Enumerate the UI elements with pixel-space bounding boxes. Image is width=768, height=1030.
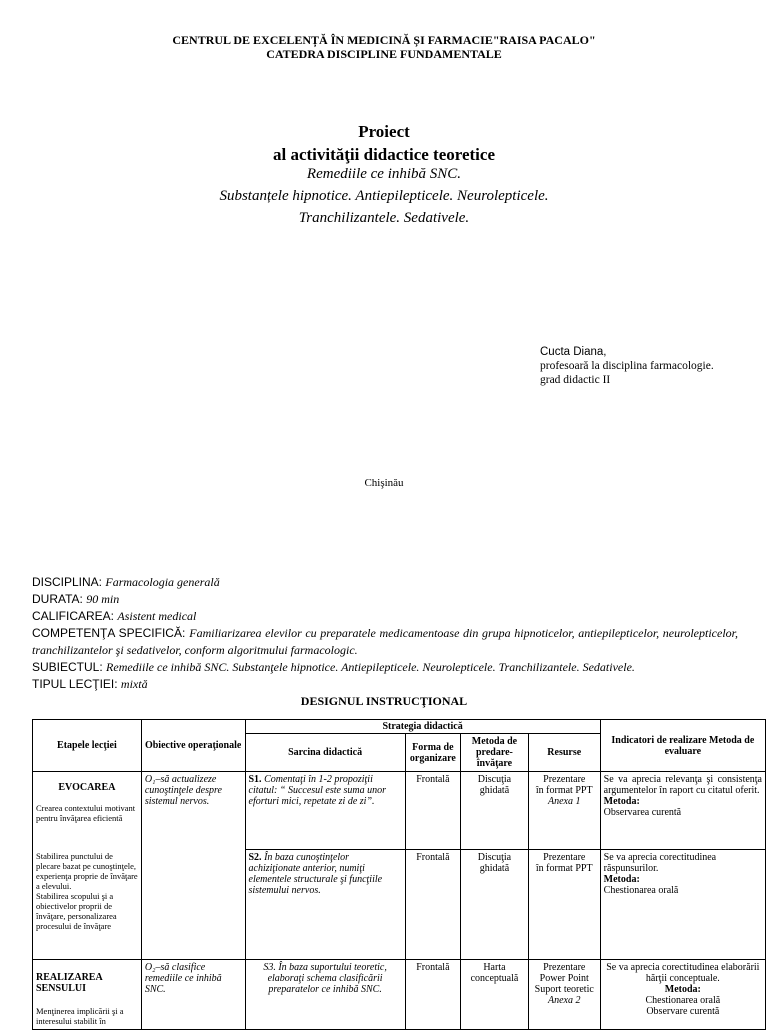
objective-o2: O₂–să clasifice remediile ce inhibă SNC. bbox=[141, 960, 245, 1030]
header-obiective: Obiective operaţionale bbox=[141, 720, 245, 772]
document-title: Proiect bbox=[358, 122, 410, 141]
s2-metoda-label: Metoda: bbox=[603, 874, 640, 885]
s1-label: S1. bbox=[248, 774, 262, 785]
evocarea-note3: Stabilirea scopului şi a obiectivelor proprii de învăţare, personalizarea procesului de învăţare bbox=[36, 891, 117, 931]
tipul-value: mixtă bbox=[120, 677, 148, 691]
s1-text: Comentaţi în 1-2 propoziţii citatul: “ Succesul este suma unor eforturi mici, repetate zi de zi”. bbox=[248, 774, 386, 807]
s3-metoda-ev1: Chestionarea orală bbox=[645, 995, 721, 1006]
subtitle-line2: Substanțele hipnotice. Antiepilepticele. Neurolepticele. bbox=[219, 188, 549, 204]
task-s1 bbox=[245, 772, 405, 850]
task-s3: S3. În baza suportului teoretic, elaboraţi schema clasificării preparatelor ce inhibă SNC. bbox=[245, 960, 405, 1030]
header-strategia: Strategia didactică bbox=[245, 720, 600, 734]
header-etape: Etapele lecţiei bbox=[33, 720, 142, 772]
header-indicatori: Indicatori de realizare Metoda de evaluare bbox=[600, 720, 765, 772]
s3-indicatori bbox=[600, 960, 765, 1030]
s3-resurse-3: Suport teoretic bbox=[534, 984, 594, 995]
author-role: profesoară la disciplina farmacologie. bbox=[540, 360, 714, 372]
s1-resurse-3: Anexa 1 bbox=[547, 796, 581, 807]
s1-resurse bbox=[528, 772, 600, 850]
meta-tipul bbox=[32, 676, 738, 693]
s2-metoda: Discuţia ghidată bbox=[461, 850, 529, 960]
evocarea-note1: Crearea contextului motivant pentru învăţarea eficientă bbox=[36, 803, 136, 823]
department-name: CATEDRA DISCIPLINE FUNDAMENTALE bbox=[266, 47, 502, 61]
stage-evocarea: EVOCAREA bbox=[58, 782, 116, 793]
header-sarcina: Sarcina didactică bbox=[245, 734, 405, 772]
calificarea-label: CALIFICAREA: bbox=[32, 609, 115, 623]
meta-disciplina bbox=[32, 574, 738, 591]
s3-metoda-ev2: Observare curentă bbox=[646, 1006, 720, 1017]
durata-value: 90 min bbox=[86, 592, 120, 606]
header-metoda: Metoda de predare-învăţare bbox=[461, 734, 529, 772]
s2-text: În baza cunoştinţelor achiziţionate anterior, numiţi elementele structurale şi funcţiile sistemului nervos. bbox=[248, 852, 383, 896]
realizarea-note: Menţinerea implicării şi a interesului stabilit în bbox=[36, 1006, 124, 1026]
s2-ind-text: Se va aprecia corectitudinea răspunsurilor. bbox=[603, 852, 717, 874]
s2-resurse-1: Prezentare bbox=[543, 852, 586, 863]
header-forma: Forma de organizare bbox=[405, 734, 460, 772]
meta-durata bbox=[32, 591, 738, 608]
evocarea-note2: Stabilirea punctului de plecare bazat pe cunoştinţele, experienţa proprie de învăţare a elevului. bbox=[36, 851, 138, 891]
durata-label: DURATA: bbox=[32, 592, 83, 606]
s2-resurse bbox=[528, 850, 600, 960]
author-grade: grad didactic II bbox=[540, 374, 611, 386]
s3-metoda-label: Metoda: bbox=[664, 984, 701, 995]
competenta-label: COMPETENŢA SPECIFICĂ: bbox=[32, 626, 186, 640]
s1-indicatori bbox=[600, 772, 765, 850]
table-row bbox=[33, 772, 766, 850]
calificarea-value: Asistent medical bbox=[117, 609, 197, 623]
s2-forma: Frontală bbox=[405, 850, 460, 960]
s2-indicatori bbox=[600, 850, 765, 960]
design-title: DESIGNUL INSTRUCŢIONAL bbox=[300, 694, 468, 708]
document-title-line2: al activităţii didactice teoretice bbox=[272, 145, 495, 164]
stage-evocarea-cell bbox=[33, 772, 142, 960]
tipul-label: TIPUL LECŢIEI: bbox=[32, 677, 118, 691]
city: Chişinău bbox=[364, 477, 404, 489]
meta-calificarea bbox=[32, 608, 738, 625]
s3-resurse-4: Anexa 2 bbox=[547, 995, 581, 1006]
objective-o1: O₁–să actualizeze cunoştinţele despre sistemul nervos. bbox=[141, 772, 245, 960]
subiectul-label: SUBIECTUL: bbox=[32, 660, 103, 674]
s1-resurse-2: în format PPT bbox=[535, 785, 593, 796]
task-s2 bbox=[245, 850, 405, 960]
s1-resurse-1: Prezentare bbox=[543, 774, 586, 785]
author-name: Cucta Diana, bbox=[540, 346, 607, 358]
s3-resurse-1: Prezentare bbox=[543, 962, 586, 973]
s1-metoda-label: Metoda: bbox=[603, 796, 640, 807]
s3-resurse bbox=[528, 960, 600, 1030]
stage-realizarea: REALIZAREA bbox=[36, 972, 103, 983]
s1-metoda-ev: Observarea curentă bbox=[603, 807, 682, 818]
disciplina-label: DISCIPLINA: bbox=[32, 575, 103, 589]
subiectul-value: Remediile ce inhibă SNC. Substanţele hipnotice. Antiepilepticele. Neurolepticele. Tranchilizantele. Sedativele. bbox=[106, 660, 635, 674]
s1-ind-text: Se va aprecia relevanţa şi consistenţa argumentelor în raport cu citatul oferit. bbox=[603, 774, 762, 796]
s3-forma: Frontală bbox=[405, 960, 460, 1030]
meta-subiectul bbox=[32, 659, 738, 676]
s3-resurse-2: Power Point bbox=[539, 973, 589, 984]
s2-metoda-ev: Chestionarea orală bbox=[603, 885, 679, 896]
competenta-value: Familiarizarea elevilor cu preparatele medicamentoase din grupa hipnoticelor, antiepilepticelor, neurolepticelor, tranchilizantelor şi sedativelor, conform algoritmului farmacologic. bbox=[32, 626, 738, 657]
stage-sensului: SENSULUI bbox=[36, 983, 87, 994]
s1-metoda: Discuţia ghidată bbox=[461, 772, 529, 850]
disciplina-value: Farmacologia generală bbox=[105, 575, 220, 589]
s2-resurse-2: în format PPT bbox=[535, 863, 593, 874]
s2-label: S2. bbox=[248, 852, 262, 863]
subtitle-line1: Remediile ce inhibă SNC. bbox=[306, 166, 462, 182]
header-resurse: Resurse bbox=[528, 734, 600, 772]
s3-metoda: Harta conceptuală bbox=[461, 960, 529, 1030]
subtitle-line3: Tranchilizantele. Sedativele. bbox=[298, 210, 470, 226]
meta-competenta bbox=[32, 625, 738, 659]
s3-ind-text: Se va aprecia corectitudinea elaborării hărţii conceptuale. bbox=[606, 962, 760, 984]
institution-name: CENTRUL DE EXCELENȚĂ ÎN MEDICINĂ ȘI FARMACIE"RAISA PACALO" bbox=[172, 33, 596, 47]
instructional-design-table bbox=[32, 719, 766, 1030]
s1-forma: Frontală bbox=[405, 772, 460, 850]
stage-realizarea-cell bbox=[33, 960, 142, 1030]
table-row bbox=[33, 960, 766, 1030]
